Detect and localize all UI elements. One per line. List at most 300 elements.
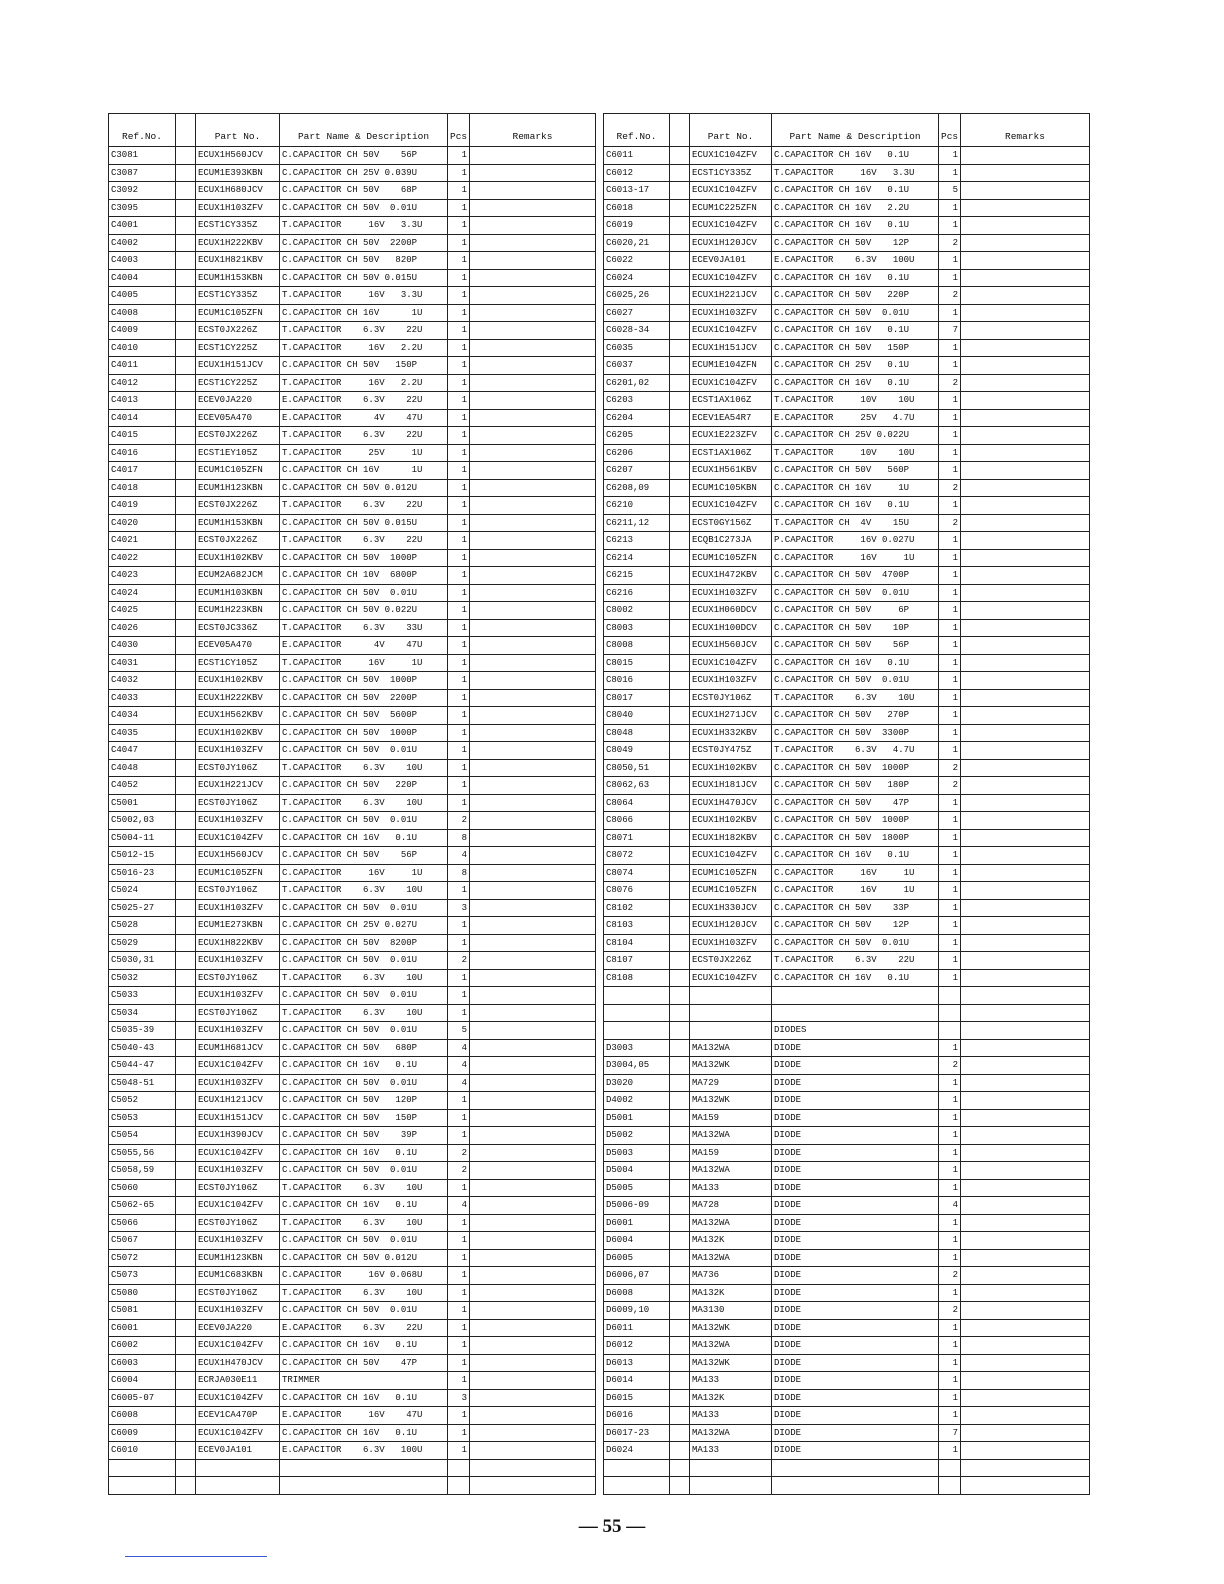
- table-row: [604, 759, 1090, 777]
- pcs-cell: 1: [448, 322, 470, 340]
- pcs-cell: 1: [448, 1319, 470, 1337]
- part-no-cell: MA159: [690, 1144, 772, 1162]
- remarks-cell: [961, 917, 1090, 935]
- part-no-cell: ECUX1H271JCV: [690, 707, 772, 725]
- table-row: [604, 619, 1090, 637]
- part-no-cell: ECEV1CA470P: [196, 1407, 280, 1425]
- part-no-cell: ECUM1H103KBN: [196, 584, 280, 602]
- part-no-cell: ECUM1E273KBN: [196, 917, 280, 935]
- table-row: [109, 532, 596, 550]
- pcs-cell: 1: [448, 427, 470, 445]
- spacer-cell: [670, 952, 690, 970]
- pcs-cell: 1: [939, 584, 961, 602]
- pcs-cell: 1: [939, 357, 961, 375]
- spacer-cell: [176, 917, 196, 935]
- table-header: [109, 114, 596, 147]
- pcs-cell: 1: [448, 567, 470, 585]
- description-cell: T.CAPACITOR 6.3V 22U: [280, 497, 448, 515]
- ref-cell: C5055,56: [109, 1144, 176, 1162]
- part-no-cell: ECST0JY106Z: [196, 882, 280, 900]
- pcs-cell: 1: [448, 1424, 470, 1442]
- description-cell: C.CAPACITOR CH 50V 820P: [280, 252, 448, 270]
- spacer-cell: [176, 182, 196, 200]
- part-no-cell: ECUM1H681JCV: [196, 1039, 280, 1057]
- part-no-cell: [690, 987, 772, 1005]
- table-row: [604, 777, 1090, 795]
- table-row: [604, 1319, 1090, 1337]
- pcs-cell: 1: [939, 1372, 961, 1390]
- spacer-cell: [176, 1337, 196, 1355]
- pcs-cell: 2: [939, 514, 961, 532]
- spacer-cell: [670, 847, 690, 865]
- ref-cell: [604, 1004, 670, 1022]
- spacer-cell: [670, 1074, 690, 1092]
- part-no-cell: ECUM1H153KBN: [196, 514, 280, 532]
- part-no-cell: [196, 1477, 280, 1495]
- table-row: [109, 164, 596, 182]
- part-no-cell: ECUX1C104ZFV: [690, 147, 772, 165]
- ref-cell: C6012: [604, 164, 670, 182]
- table-row: [604, 742, 1090, 760]
- pcs-cell: 1: [448, 304, 470, 322]
- ref-cell: D6011: [604, 1319, 670, 1337]
- spacer-cell: [176, 164, 196, 182]
- remarks-cell: [470, 689, 596, 707]
- ref-cell: D6013: [604, 1354, 670, 1372]
- pcs-cell: 7: [939, 322, 961, 340]
- remarks-cell: [470, 1162, 596, 1180]
- description-cell: C.CAPACITOR CH 16V 0.1U: [772, 374, 939, 392]
- pcs-cell: 1: [939, 147, 961, 165]
- part-no-cell: ECST0JY106Z: [196, 1004, 280, 1022]
- spacer-cell: [176, 654, 196, 672]
- ref-cell: C8049: [604, 742, 670, 760]
- pcs-cell: 4: [939, 1197, 961, 1215]
- ref-cell: C5072: [109, 1249, 176, 1267]
- remarks-cell: [470, 934, 596, 952]
- ref-cell: C8050,51: [604, 759, 670, 777]
- description-cell: C.CAPACITOR CH 50V 0.022U: [280, 602, 448, 620]
- table-row: [109, 1109, 596, 1127]
- description-cell: DIODE: [772, 1144, 939, 1162]
- pcs-cell: 5: [939, 182, 961, 200]
- part-no-cell: MA132WA: [690, 1162, 772, 1180]
- pcs-cell: 2: [939, 777, 961, 795]
- spacer-cell: [670, 969, 690, 987]
- ref-cell: C6214: [604, 549, 670, 567]
- remarks-cell: [961, 374, 1090, 392]
- remarks-cell: [961, 1249, 1090, 1267]
- remarks-cell: [961, 742, 1090, 760]
- part-no-cell: ECUX1H103ZFV: [196, 1022, 280, 1040]
- table-row: [604, 1039, 1090, 1057]
- spacer-cell: [670, 637, 690, 655]
- table-row: [604, 987, 1090, 1005]
- spacer-cell: [670, 987, 690, 1005]
- table-row: [109, 217, 596, 235]
- ref-cell: C4018: [109, 479, 176, 497]
- spacer-cell: [670, 392, 690, 410]
- ref-cell: C4025: [109, 602, 176, 620]
- part-no-cell: ECUX1H472KBV: [690, 567, 772, 585]
- table-row: [604, 847, 1090, 865]
- description-cell: C.CAPACITOR CH 25V 0.022U: [772, 427, 939, 445]
- remarks-cell: [470, 567, 596, 585]
- table-row: [109, 567, 596, 585]
- part-no-cell: ECUX1H181JCV: [690, 777, 772, 795]
- part-no-cell: ECUX1H330JCV: [690, 899, 772, 917]
- part-no-cell: ECST0JX226Z: [690, 952, 772, 970]
- description-cell: C.CAPACITOR CH 50V 180P: [772, 777, 939, 795]
- spacer-cell: [176, 252, 196, 270]
- remarks-cell: [961, 1267, 1090, 1285]
- ref-cell: C6025,26: [604, 287, 670, 305]
- table-row: [604, 1354, 1090, 1372]
- page-number: — 55 —: [578, 1516, 646, 1537]
- remarks-cell: [961, 829, 1090, 847]
- pcs-cell: 1: [448, 444, 470, 462]
- remarks-cell: [961, 217, 1090, 235]
- pcs-cell: 1: [448, 1372, 470, 1390]
- spacer-cell: [176, 497, 196, 515]
- ref-cell: C8103: [604, 917, 670, 935]
- description-cell: E.CAPACITOR 6.3V 22U: [280, 392, 448, 410]
- description-cell: DIODE: [772, 1179, 939, 1197]
- ref-cell: C8008: [604, 637, 670, 655]
- table-row: [604, 217, 1090, 235]
- pcs-cell: 2: [448, 952, 470, 970]
- table-row: [109, 1477, 596, 1495]
- description-cell: C.CAPACITOR CH 50V 5600P: [280, 707, 448, 725]
- description-cell: C.CAPACITOR CH 50V 0.01U: [280, 584, 448, 602]
- table-row: [109, 847, 596, 865]
- table-row: [604, 234, 1090, 252]
- part-no-cell: MA132WK: [690, 1057, 772, 1075]
- pcs-cell: 1: [939, 164, 961, 182]
- part-no-cell: ECUX1H103ZFV: [690, 934, 772, 952]
- description-cell: DIODE: [772, 1372, 939, 1390]
- pcs-cell: 1: [448, 672, 470, 690]
- ref-cell: D6009,10: [604, 1302, 670, 1320]
- description-cell: C.CAPACITOR CH 16V 0.1U: [772, 217, 939, 235]
- spacer-cell: [176, 847, 196, 865]
- description-cell: C.CAPACITOR CH 50V 0.01U: [280, 1232, 448, 1250]
- remarks-cell: [470, 1022, 596, 1040]
- remarks-cell: [961, 1477, 1090, 1495]
- remarks-cell: [961, 1179, 1090, 1197]
- table-row: [109, 812, 596, 830]
- remarks-cell: [961, 357, 1090, 375]
- part-no-cell: ECUX1H102KBV: [196, 672, 280, 690]
- pcs-cell: 1: [448, 549, 470, 567]
- pcs-cell: 1: [448, 269, 470, 287]
- remarks-cell: [961, 707, 1090, 725]
- ref-cell: D4002: [604, 1092, 670, 1110]
- pcs-cell: [448, 1459, 470, 1477]
- spacer-cell: [670, 1179, 690, 1197]
- remarks-cell: [470, 1074, 596, 1092]
- pcs-cell: 1: [448, 1127, 470, 1145]
- part-no-cell: ECUX1H470JCV: [690, 794, 772, 812]
- spacer-cell: [670, 1337, 690, 1355]
- description-cell: C.CAPACITOR CH 16V 0.1U: [280, 1144, 448, 1162]
- spacer-cell: [176, 427, 196, 445]
- table-row: [109, 759, 596, 777]
- table-row: [604, 707, 1090, 725]
- table-row: [109, 724, 596, 742]
- description-cell: C.CAPACITOR CH 16V 2.2U: [772, 199, 939, 217]
- pcs-cell: 1: [448, 794, 470, 812]
- description-cell: C.CAPACITOR CH 16V 0.1U: [772, 969, 939, 987]
- remarks-cell: [470, 864, 596, 882]
- table-row: [604, 252, 1090, 270]
- table-row: [109, 1162, 596, 1180]
- ref-cell: C5048-51: [109, 1074, 176, 1092]
- pcs-cell: 1: [939, 199, 961, 217]
- spacer-cell: [176, 672, 196, 690]
- description-cell: C.CAPACITOR CH 50V 0.01U: [772, 304, 939, 322]
- part-no-cell: ECEV05A470: [196, 409, 280, 427]
- description-cell: C.CAPACITOR CH 50V 2200P: [280, 234, 448, 252]
- description-cell: C.CAPACITOR CH 50V 1000P: [280, 672, 448, 690]
- ref-cell: C5012-15: [109, 847, 176, 865]
- table-row: [109, 339, 596, 357]
- table-row: [109, 707, 596, 725]
- part-no-cell: ECUM1C105KBN: [690, 479, 772, 497]
- ref-cell: D6005: [604, 1249, 670, 1267]
- spacer-cell: [670, 794, 690, 812]
- remarks-cell: [470, 847, 596, 865]
- description-cell: DIODE: [772, 1442, 939, 1460]
- pcs-cell: 2: [939, 1302, 961, 1320]
- part-no-cell: ECST1CY225Z: [196, 374, 280, 392]
- remarks-cell: [470, 182, 596, 200]
- ref-cell: C5032: [109, 969, 176, 987]
- table-row: [604, 864, 1090, 882]
- table-row: [109, 1092, 596, 1110]
- spacer-cell: [176, 1372, 196, 1390]
- remarks-cell: [961, 794, 1090, 812]
- spacer-cell: [176, 479, 196, 497]
- remarks-cell: [961, 1284, 1090, 1302]
- part-no-cell: ECST0JC336Z: [196, 619, 280, 637]
- description-cell: E.CAPACITOR 6.3V 100U: [280, 1442, 448, 1460]
- remarks-cell: [961, 1092, 1090, 1110]
- ref-cell: C4048: [109, 759, 176, 777]
- remarks-cell: [470, 374, 596, 392]
- part-no-cell: ECUM1H153KBN: [196, 269, 280, 287]
- pcs-cell: 1: [448, 164, 470, 182]
- ref-cell: C4022: [109, 549, 176, 567]
- description-cell: E.CAPACITOR 6.3V 100U: [772, 252, 939, 270]
- pcs-cell: 2: [448, 1162, 470, 1180]
- table-row: [604, 339, 1090, 357]
- spacer-cell: [670, 1354, 690, 1372]
- description-cell: C.CAPACITOR CH 50V 0.01U: [280, 952, 448, 970]
- remarks-cell: [961, 847, 1090, 865]
- part-no-cell: ECUX1H103ZFV: [196, 1074, 280, 1092]
- pcs-cell: 1: [448, 654, 470, 672]
- ref-cell: [604, 1459, 670, 1477]
- ref-cell: C6008: [109, 1407, 176, 1425]
- pcs-cell: 1: [939, 812, 961, 830]
- part-no-cell: MA132WA: [690, 1424, 772, 1442]
- ref-cell: C5067: [109, 1232, 176, 1250]
- remarks-cell: [961, 147, 1090, 165]
- pcs-cell: 1: [448, 1109, 470, 1127]
- part-no-cell: ECST1AX106Z: [690, 392, 772, 410]
- description-cell: P.CAPACITOR 16V 0.027U: [772, 532, 939, 550]
- table-row: [109, 987, 596, 1005]
- part-no-cell: ECUX1H103ZFV: [196, 1232, 280, 1250]
- ref-cell: C6211,12: [604, 514, 670, 532]
- spacer-cell: [176, 234, 196, 252]
- part-no-cell: ECUX1C104ZFV: [690, 269, 772, 287]
- description-cell: [772, 987, 939, 1005]
- table-row: [109, 1074, 596, 1092]
- ref-cell: C4010: [109, 339, 176, 357]
- part-no-cell: ECQB1C273JA: [690, 532, 772, 550]
- remarks-cell: [961, 952, 1090, 970]
- spacer-cell: [176, 339, 196, 357]
- spacer-cell: [670, 339, 690, 357]
- ref-cell: C4004: [109, 269, 176, 287]
- spacer-cell: [670, 1214, 690, 1232]
- table-row: [109, 952, 596, 970]
- pcs-cell: 1: [448, 1337, 470, 1355]
- description-cell: T.CAPACITOR 6.3V 10U: [280, 794, 448, 812]
- pcs-cell: 1: [448, 584, 470, 602]
- spacer-cell: [176, 794, 196, 812]
- remarks-cell: [961, 427, 1090, 445]
- table-row: [109, 1057, 596, 1075]
- spacer-cell: [670, 1267, 690, 1285]
- table-row: [604, 1022, 1090, 1040]
- part-no-cell: ECUM1C105ZFN: [196, 304, 280, 322]
- part-no-cell: ECUX1H103ZFV: [690, 584, 772, 602]
- spacer-cell: [176, 602, 196, 620]
- spacer-cell: [176, 777, 196, 795]
- table-row: [604, 374, 1090, 392]
- part-no-cell: ECUX1H680JCV: [196, 182, 280, 200]
- pcs-cell: 1: [939, 549, 961, 567]
- table-row: [109, 1354, 596, 1372]
- table-row: [109, 1197, 596, 1215]
- table-row: [109, 689, 596, 707]
- part-no-cell: ECST0JX226Z: [196, 322, 280, 340]
- spacer-cell: [670, 1319, 690, 1337]
- part-no-cell: ECUX1C104ZFV: [690, 497, 772, 515]
- description-cell: C.CAPACITOR CH 50V 56P: [772, 637, 939, 655]
- table-row: [604, 164, 1090, 182]
- spacer-cell: [670, 917, 690, 935]
- spacer-cell: [176, 147, 196, 165]
- table-row: [109, 304, 596, 322]
- part-no-cell: MA3130: [690, 1302, 772, 1320]
- table-row: [604, 1337, 1090, 1355]
- ref-cell: C3095: [109, 199, 176, 217]
- ref-cell: C4033: [109, 689, 176, 707]
- ref-cell: C4002: [109, 234, 176, 252]
- description-cell: C.CAPACITOR CH 25V 0.039U: [280, 164, 448, 182]
- table-row: [109, 427, 596, 445]
- remarks-cell: [470, 1477, 596, 1495]
- description-cell: T.CAPACITOR 6.3V 22U: [772, 952, 939, 970]
- part-no-cell: ECUX1C104ZFV: [196, 1389, 280, 1407]
- ref-cell: C3092: [109, 182, 176, 200]
- pcs-cell: 1: [939, 969, 961, 987]
- header-ref-no: Ref.No.: [604, 114, 670, 147]
- ref-cell: C5058,59: [109, 1162, 176, 1180]
- description-cell: C.CAPACITOR CH 16V 0.1U: [772, 497, 939, 515]
- table-row: [109, 182, 596, 200]
- pcs-cell: 2: [448, 812, 470, 830]
- remarks-cell: [470, 1214, 596, 1232]
- remarks-cell: [470, 497, 596, 515]
- description-cell: C.CAPACITOR CH 50V 220P: [280, 777, 448, 795]
- table-row: [604, 1109, 1090, 1127]
- part-no-cell: ECUX1H121JCV: [196, 1092, 280, 1110]
- remarks-cell: [961, 1407, 1090, 1425]
- remarks-cell: [961, 759, 1090, 777]
- pcs-cell: 1: [939, 829, 961, 847]
- pcs-cell: 1: [939, 304, 961, 322]
- part-no-cell: ECUX1C104ZFV: [196, 1144, 280, 1162]
- part-no-cell: MA728: [690, 1197, 772, 1215]
- pcs-cell: 1: [939, 1249, 961, 1267]
- remarks-cell: [470, 269, 596, 287]
- description-cell: DIODE: [772, 1039, 939, 1057]
- table-row: [109, 1372, 596, 1390]
- remarks-cell: [961, 899, 1090, 917]
- ref-cell: D6004: [604, 1232, 670, 1250]
- part-no-cell: ECEV05A470: [196, 637, 280, 655]
- pcs-cell: 1: [939, 1179, 961, 1197]
- part-no-cell: MA132K: [690, 1389, 772, 1407]
- table-row: [604, 322, 1090, 340]
- ref-cell: C4017: [109, 462, 176, 480]
- description-cell: C.CAPACITOR 16V 1U: [772, 549, 939, 567]
- spacer-cell: [670, 1442, 690, 1460]
- pcs-cell: 1: [448, 689, 470, 707]
- remarks-cell: [470, 1337, 596, 1355]
- part-no-cell: ECST1CY335Z: [196, 217, 280, 235]
- ref-cell: C4009: [109, 322, 176, 340]
- part-no-cell: ECUX1H562KBV: [196, 707, 280, 725]
- description-cell: C.CAPACITOR CH 50V 47P: [772, 794, 939, 812]
- pcs-cell: [939, 1004, 961, 1022]
- spacer-cell: [670, 602, 690, 620]
- remarks-cell: [470, 217, 596, 235]
- remarks-cell: [961, 987, 1090, 1005]
- spacer-cell: [670, 1389, 690, 1407]
- description-cell: C.CAPACITOR CH 50V 1000P: [280, 724, 448, 742]
- remarks-cell: [470, 742, 596, 760]
- pcs-cell: 2: [939, 374, 961, 392]
- spacer-cell: [176, 199, 196, 217]
- spacer-cell: [176, 462, 196, 480]
- part-no-cell: ECUM1H223KBN: [196, 602, 280, 620]
- table-row: [604, 1144, 1090, 1162]
- pcs-cell: 1: [448, 777, 470, 795]
- part-no-cell: MA132K: [690, 1232, 772, 1250]
- spacer-cell: [670, 287, 690, 305]
- remarks-cell: [961, 619, 1090, 637]
- ref-cell: C5040-43: [109, 1039, 176, 1057]
- ref-cell: D6016: [604, 1407, 670, 1425]
- ref-cell: C6011: [604, 147, 670, 165]
- table-row: [109, 1302, 596, 1320]
